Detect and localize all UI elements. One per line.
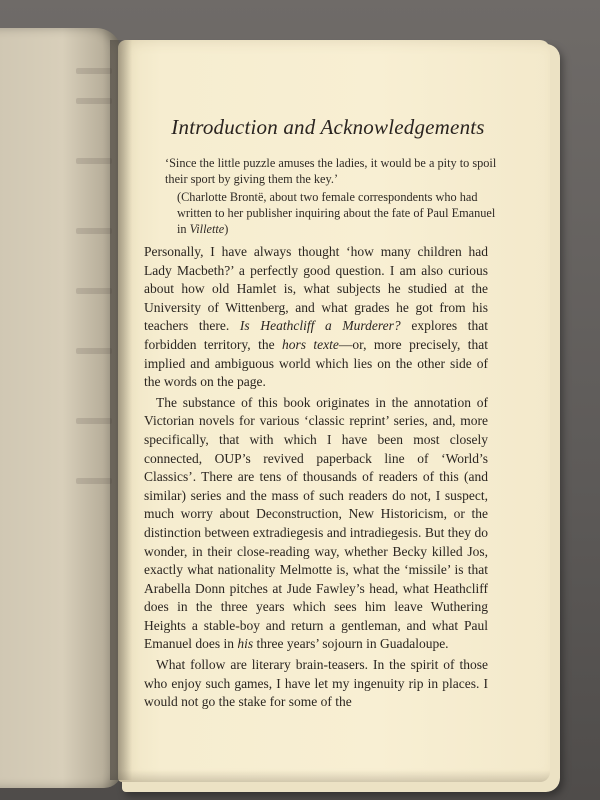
text-run: The substance of this book originates in the annotation of Victorian novels for various ‘classic reprint’ series, and, more specifically, that with which I have been most closely connected, OUP’s revived paperback line of ‘World’s Classics’. There are tens of thousands of readers of this (and similar) series and the mass of such readers do not, I suspect, much worry about Deconstruction, New Historicism, or the distinction between extradiegesis and intradiegesis. But they do wonder, in their close-reading way, whether Becky killed Jos, exactly what nationality Melmotte is, what the ‘missile’ is that Arabella Donn pitches at Jude Fawley’s head, what Heathcliff does in the three years which sees him leave Wuthering Heights a stable-boy and return a gentleman, and what Paul Emanuel does in	[144, 394, 488, 652]
show-through-text	[150, 50, 530, 64]
faded-text-line	[76, 478, 112, 484]
text-run: Personally, I have always thought ‘how many children had Lady Macbeth?’ a perfectly good question. I am also curious about how old Hamlet is, what subjects he studied at the University of Wittenberg, and what grades he got from his teachers there.	[144, 244, 488, 334]
paragraph-1	[144, 243, 488, 392]
page-bottom-shadow	[118, 770, 550, 782]
faded-text-line	[76, 68, 112, 74]
faded-text-line	[76, 288, 112, 294]
faded-text-line	[76, 418, 112, 424]
text-run: explores that forbidden territory, the	[144, 318, 488, 352]
page-title: Introduction and Acknowledgements	[171, 115, 485, 139]
body-text	[144, 243, 488, 712]
epigraph-attribution	[177, 189, 503, 237]
text-run: —or, more precisely, that implied and ambiguous world which lies on the other side of the words on the page.	[144, 336, 488, 390]
attribution-text: (Charlotte Brontë, about two female correspondents who had written to her publisher inquiring about the fate of Paul Emanuel in	[177, 190, 496, 236]
left-page	[0, 28, 122, 788]
text-run: three years’ sojourn in Guadaloupe.	[253, 636, 449, 652]
epigraph	[165, 155, 503, 237]
faded-text-line	[76, 348, 112, 354]
book-gutter	[110, 40, 132, 780]
attribution-title: Villette	[189, 222, 225, 236]
faded-text-line	[76, 228, 112, 234]
book-title-italic: Is Heathcliff a Murderer?	[239, 318, 401, 334]
paragraph-2	[144, 394, 488, 654]
paragraph-3: What follow are literary brain-teasers. In the spirit of those who enjoy such games, I have let my ingenuity rip in places. I would not go the stake for some of the	[144, 657, 488, 710]
italic-term: hors texte	[282, 336, 339, 352]
faded-text-line	[76, 98, 112, 104]
epigraph-quote: ‘Since the little puzzle amuses the ladies, it would be a pity to spoil their sport by giving them the key.’	[165, 156, 497, 186]
faded-text-line	[76, 158, 112, 164]
attribution-close: )	[224, 222, 229, 236]
italic-emphasis: his	[237, 636, 254, 652]
